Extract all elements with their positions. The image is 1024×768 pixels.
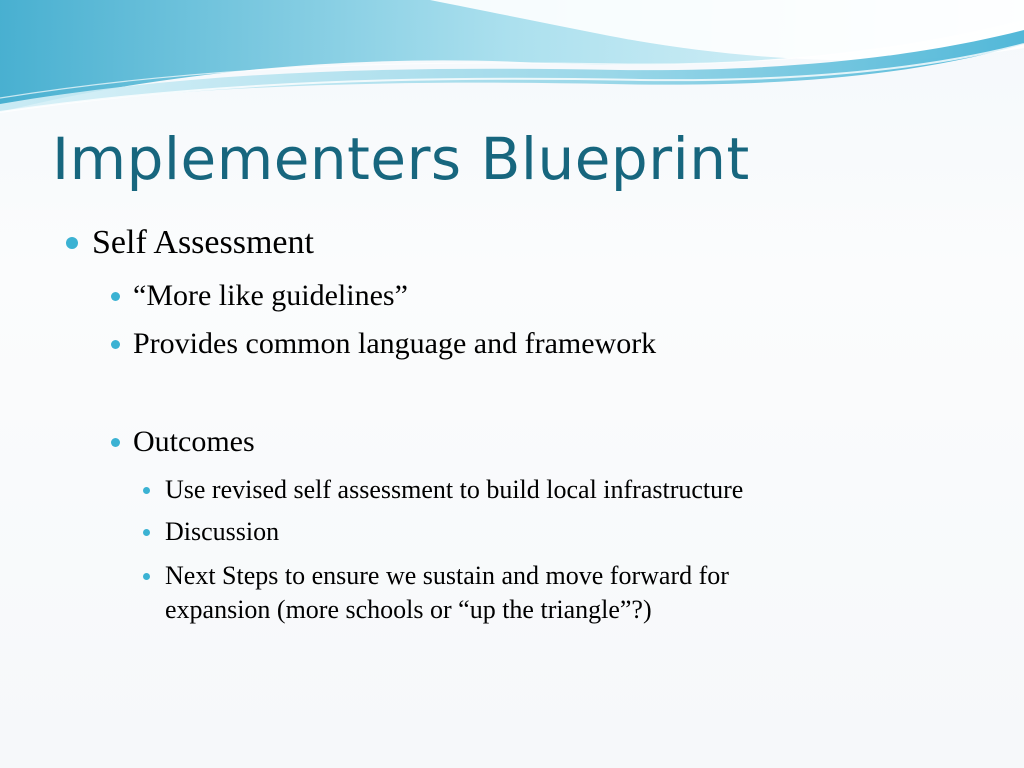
bullet-item-self-assessment [92,224,314,262]
sub-sub-bullet-text: Next Steps to ensure we sustain and move forward for [165,561,729,590]
slide-title: Implementers Blueprint [52,125,750,193]
bullet-dot-icon [143,573,150,580]
sub-sub-bullet-text: expansion (more schools or “up the triangle”?) [165,595,652,624]
sub-sub-bullet-continuation [165,593,652,627]
bullet-dot-icon [143,529,150,536]
bullet-text: Self Assessment [92,224,314,261]
bullet-dot-icon [66,237,78,249]
sub-sub-bullet-text: Use revised self assessment to build local infrastructure [165,475,744,504]
sub-bullet-item [133,279,408,313]
sub-sub-bullet-item [165,515,279,549]
sub-sub-bullet-text: Discussion [165,517,280,546]
bullet-dot-icon [143,487,150,494]
sub-bullet-text: Provides common language and framework [133,327,657,360]
sub-bullet-item [133,327,656,361]
sub-sub-bullet-item [165,559,729,593]
bullet-dot-icon [111,438,120,447]
sub-bullet-text: Outcomes [133,425,255,458]
bullet-dot-icon [111,292,120,301]
sub-sub-bullet-item [165,473,743,507]
sub-bullet-item-outcomes [133,425,255,459]
sub-bullet-text: “More like guidelines” [133,279,408,312]
bullet-dot-icon [111,340,120,349]
